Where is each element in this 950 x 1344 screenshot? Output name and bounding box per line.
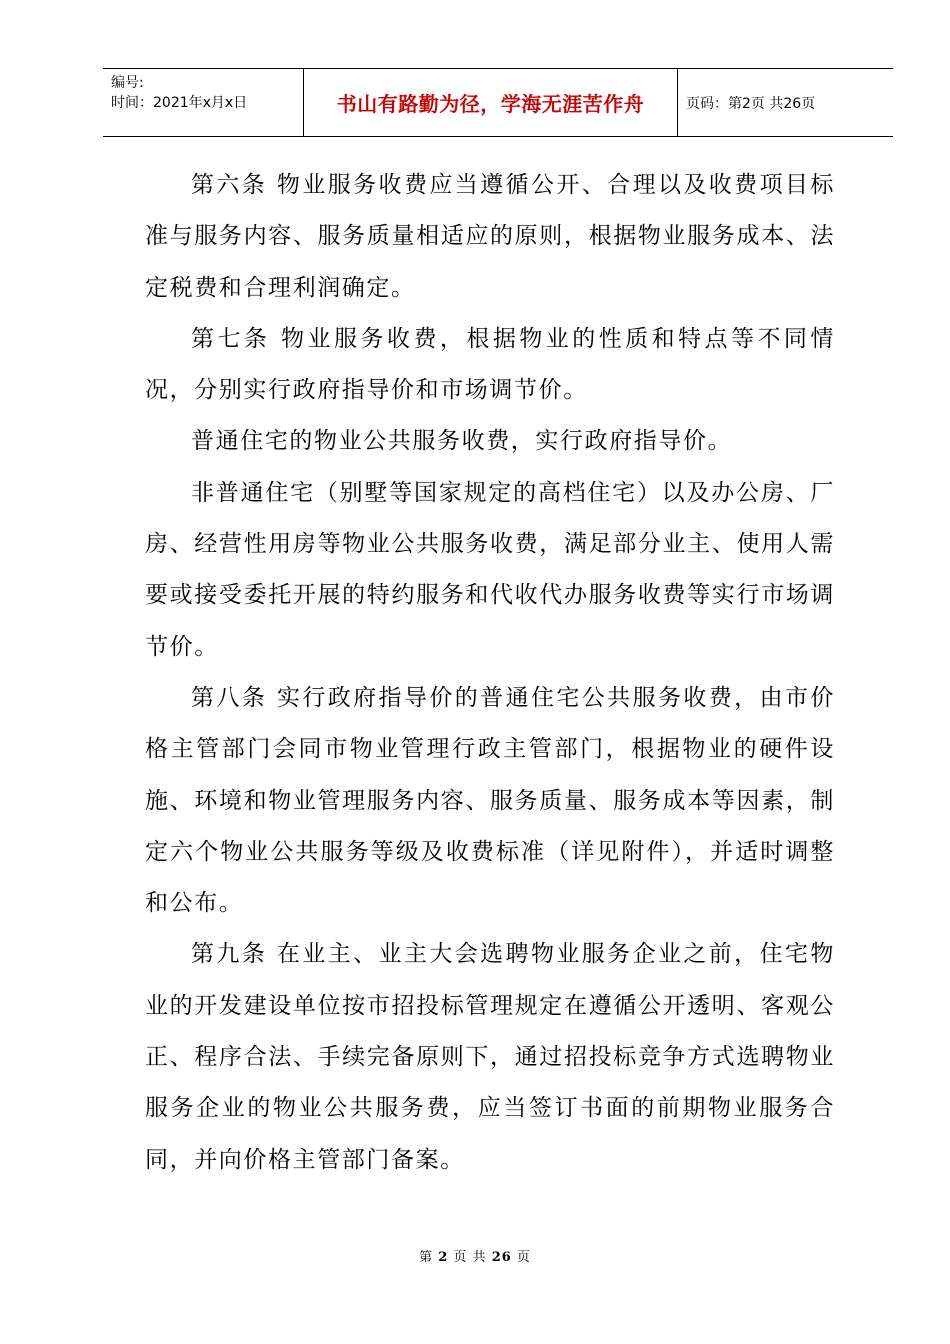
paragraph-article-9: 第九条 在业主、业主大会选聘物业服务企业之前，住宅物业的开发建设单位按市招投标管理规定在遵循公开透明、客观公正、程序合法、手续完备原则下，通过招投标竞争方式选聘物业服务企业的物业公共服务费，应当签订书面的前期物业服务合同，并向价格主管部门备案。 <box>145 941 835 1173</box>
header-meta <box>103 69 304 136</box>
footer-page-number: 2 <box>438 1250 449 1265</box>
page-header <box>103 68 893 137</box>
paragraph-article-8: 第八条 实行政府指导价的普通住宅公共服务收费，由市价格主管部门会同市物业管理行政主管部门，根据物业的硬件设施、环境和物业管理服务内容、服务质量、服务成本等因素，制定六个物业公共服务等级及收费标准（详见附件），并适时调整和公布。 <box>145 684 835 917</box>
paragraph-ordinary-residence: 普通住宅的物业公共服务收费，实行政府指导价。 <box>191 428 733 455</box>
header-motto: 书山有路勤为径，学海无涯苦作舟 <box>304 69 678 136</box>
paragraph-article-7: 第七条 物业服务收费，根据物业的性质和特点等不同情况，分别实行政府指导价和市场调节价。 <box>145 325 835 404</box>
paragraph-article-6: 第六条 物业服务收费应当遵循公开、合理以及收费项目标准与服务内容、服务质量相适应的原则，根据物业服务成本、法定税费和合理利润确定。 <box>145 172 835 301</box>
document-number-label: 编号: <box>111 75 144 91</box>
document-time: 时间：2021年x月x日 <box>111 95 248 111</box>
footer-prefix: 第 <box>419 1250 434 1265</box>
header-page-info: 页码：第2页 共26页 <box>686 95 816 112</box>
footer-total-pages: 26 <box>491 1250 512 1265</box>
footer-middle: 页 共 <box>453 1250 487 1265</box>
page-footer <box>0 1246 950 1265</box>
document-body <box>145 160 835 1186</box>
paragraph-non-ordinary-residence: 非普通住宅（别墅等国家规定的高档住宅）以及办公房、厂房、经营性用房等物业公共服务收费，满足部分业主、使用人需要或接受委托开展的特约服务和代收代办服务收费等实行市场调节价。 <box>145 479 835 660</box>
footer-suffix: 页 <box>516 1250 531 1265</box>
